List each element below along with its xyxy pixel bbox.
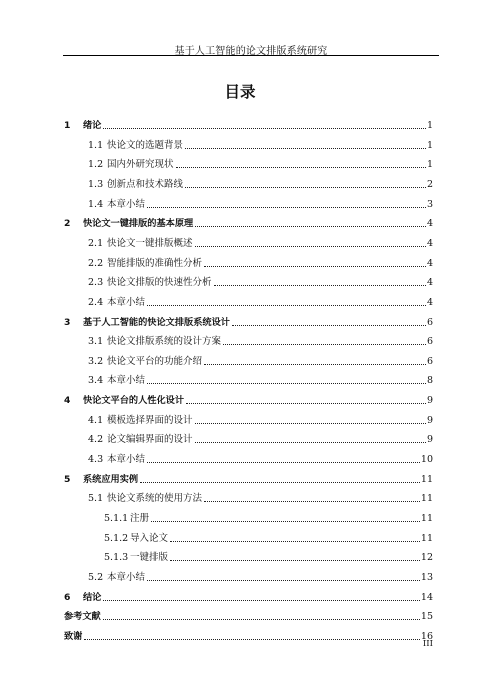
toc-entry-page: 14	[420, 591, 433, 603]
toc-entry-number: 5.2	[88, 571, 104, 583]
toc-entry[interactable]	[64, 216, 433, 230]
toc-entry-number: 5.1.2	[104, 532, 129, 544]
toc-entry-number: 3.1	[88, 336, 104, 348]
toc-entry[interactable]	[104, 531, 433, 545]
toc-entry-title: 快论文排版的快速性分析	[107, 277, 212, 289]
toc-entry-title: 本章小结	[107, 454, 146, 466]
toc-dot-leader	[84, 639, 420, 640]
toc-entry-number: 1.2	[88, 159, 104, 171]
toc-dot-leader	[103, 128, 426, 129]
toc-entry-page: 9	[426, 395, 433, 407]
toc-entry-title: 注册	[130, 513, 150, 524]
toc-entry-number: 5	[64, 473, 71, 485]
toc-entry[interactable]	[88, 275, 433, 289]
toc-entry-number: 5.1.1	[104, 513, 129, 524]
toc-entry-number: 4.1	[88, 414, 104, 426]
toc-entry-title: 结论	[83, 591, 102, 603]
toc-entry-title: 系统应用实例	[83, 473, 139, 485]
toc-dot-leader	[214, 285, 426, 286]
toc-dot-leader	[170, 541, 420, 542]
toc-entry-title: 本章小结	[107, 198, 146, 210]
toc-entry-number: 2	[64, 218, 71, 230]
toc-entry-title: 致谢	[64, 630, 83, 642]
toc-entry-title: 创新点和技术路线	[107, 178, 184, 190]
toc-dot-leader	[147, 207, 426, 208]
toc-entry-page: 4	[426, 218, 433, 230]
toc-entry-title: 快论文一键排版概述	[107, 237, 193, 249]
toc-entry-page: 11	[420, 532, 433, 544]
toc-entry-title: 参考文献	[64, 611, 101, 623]
toc-entry[interactable]	[88, 295, 433, 309]
toc-dot-leader	[195, 423, 426, 424]
toc-entry-page: 15	[420, 611, 433, 623]
toc-dot-leader	[195, 246, 426, 247]
toc-entry-page: 6	[426, 316, 433, 328]
toc-entry-page: 2	[426, 178, 433, 190]
toc-dot-leader	[195, 442, 426, 443]
toc-entry-title: 快论文的选题背景	[107, 139, 184, 151]
toc-entry[interactable]	[104, 511, 433, 525]
toc-dot-leader	[147, 305, 426, 306]
toc-entry-title: 快论文排版系统的设计方案	[107, 336, 222, 348]
toc-dot-leader	[186, 403, 426, 404]
toc-entry-page: 6	[426, 355, 433, 367]
toc-entry-page: 4	[426, 277, 433, 289]
toc-entry-number: 4.3	[88, 454, 104, 466]
toc-entry[interactable]	[88, 157, 433, 171]
toc-dot-leader	[204, 501, 420, 502]
toc-entry-page: 12	[420, 552, 433, 564]
toc-entry[interactable]	[88, 570, 433, 584]
toc-dot-leader	[204, 266, 426, 267]
toc-entry-title: 快论文一键排版的基本原理	[83, 218, 194, 230]
toc-entry-number: 4.2	[88, 434, 104, 446]
toc-entry-title: 模板选择界面的设计	[107, 414, 193, 426]
toc-entry-page: 1	[426, 139, 433, 151]
toc-entry-title: 国内外研究现状	[107, 159, 174, 171]
toc-dot-leader	[147, 462, 420, 463]
toc-dot-leader	[147, 383, 426, 384]
toc-entry[interactable]	[88, 138, 433, 152]
toc-entry[interactable]	[64, 393, 433, 407]
toc-entry-title: 导入论文	[130, 532, 169, 544]
toc-entry-title: 一键排版	[130, 552, 169, 564]
toc-entry-page: 16	[420, 630, 433, 642]
toc-entry-title: 本章小结	[107, 375, 146, 387]
toc-entry[interactable]	[88, 432, 433, 446]
toc-entry-title: 智能排版的准确性分析	[107, 257, 203, 269]
toc-dot-leader	[170, 560, 420, 561]
toc-dot-leader	[151, 521, 420, 522]
toc-entry-page: 3	[426, 198, 433, 210]
toc-entry-number: 4	[64, 395, 71, 407]
toc-entry-page: 9	[426, 434, 433, 446]
toc-dot-leader	[223, 344, 426, 345]
toc-entry[interactable]	[88, 256, 433, 270]
toc-entry-page: 13	[420, 571, 433, 583]
toc-entry[interactable]	[64, 472, 433, 486]
toc-entry-number: 5.1	[88, 493, 104, 505]
toc-dot-leader	[103, 600, 420, 601]
toc-entry[interactable]	[64, 590, 433, 604]
toc-entry[interactable]	[64, 315, 433, 329]
running-header: 基于人工智能的论文排版系统研究	[174, 46, 328, 57]
toc-entry-title: 快论文平台的人性化设计	[83, 395, 185, 407]
toc-entry-page: 4	[426, 237, 433, 249]
toc-entry-number: 2.1	[88, 237, 104, 249]
toc-entry-page: 9	[426, 414, 433, 426]
toc-entry-page: 8	[426, 375, 433, 387]
toc-entry-title: 基于人工智能的快论文排版系统设计	[83, 316, 230, 328]
toc-entry-number: 1	[64, 120, 71, 131]
toc-entry-number: 3.4	[88, 375, 104, 387]
toc-entry-page: 4	[426, 296, 433, 308]
toc-entry[interactable]	[88, 373, 433, 387]
toc-entry-page: 11	[420, 513, 433, 524]
toc-entry-page: 1	[426, 159, 433, 171]
toc-entry-page: 6	[426, 336, 433, 348]
toc-entry-page: 11	[420, 493, 433, 505]
header-rule	[63, 55, 439, 56]
toc-entry[interactable]	[64, 629, 433, 643]
toc-entry[interactable]	[88, 491, 433, 505]
toc-entry[interactable]	[88, 452, 433, 466]
toc-entry-number: 3	[64, 316, 71, 328]
toc-title: 目录	[224, 83, 256, 101]
toc-dot-leader	[185, 148, 426, 149]
toc-entry[interactable]	[88, 354, 433, 368]
toc-entry[interactable]	[88, 177, 433, 191]
toc-entry[interactable]	[88, 413, 433, 427]
toc-dot-leader	[232, 325, 426, 326]
toc-entry-number: 6	[64, 591, 71, 603]
toc-entry-number: 5.1.3	[104, 552, 129, 564]
toc-entry[interactable]	[64, 609, 433, 623]
toc-entry-page: 4	[426, 257, 433, 269]
toc-entry-page: 10	[420, 454, 433, 466]
page-number: III	[422, 639, 433, 649]
toc-entry-title: 绪论	[83, 120, 102, 131]
toc-entry-title: 论文编辑界面的设计	[107, 434, 193, 446]
toc-entry-title: 快论文系统的使用方法	[107, 493, 203, 505]
toc-entry-number: 1.4	[88, 198, 104, 210]
toc-entry-page: 11	[420, 473, 433, 485]
toc-entry[interactable]	[88, 334, 433, 348]
toc-entry-number: 1.1	[88, 139, 104, 151]
toc-entry-page: 1	[426, 120, 433, 131]
toc-entry[interactable]	[104, 550, 433, 564]
toc-entry[interactable]	[88, 236, 433, 250]
toc-dot-leader	[140, 482, 420, 483]
toc-entry-title: 本章小结	[107, 296, 146, 308]
toc-entry-number: 1.3	[88, 178, 104, 190]
toc-dot-leader	[103, 619, 420, 620]
toc-dot-leader	[195, 226, 426, 227]
toc-entry-title: 本章小结	[107, 571, 146, 583]
toc-entry-number: 2.2	[88, 257, 104, 269]
toc-dot-leader	[147, 580, 420, 581]
toc-entry[interactable]	[64, 118, 433, 132]
toc-entry[interactable]	[88, 197, 433, 211]
toc-entry-number: 2.4	[88, 296, 104, 308]
toc-entry-number: 3.2	[88, 355, 104, 367]
toc-entry-number: 2.3	[88, 277, 104, 289]
toc-dot-leader	[176, 167, 426, 168]
toc-dot-leader	[185, 187, 426, 188]
toc-dot-leader	[204, 364, 426, 365]
toc-entry-title: 快论文平台的功能介绍	[107, 355, 203, 367]
